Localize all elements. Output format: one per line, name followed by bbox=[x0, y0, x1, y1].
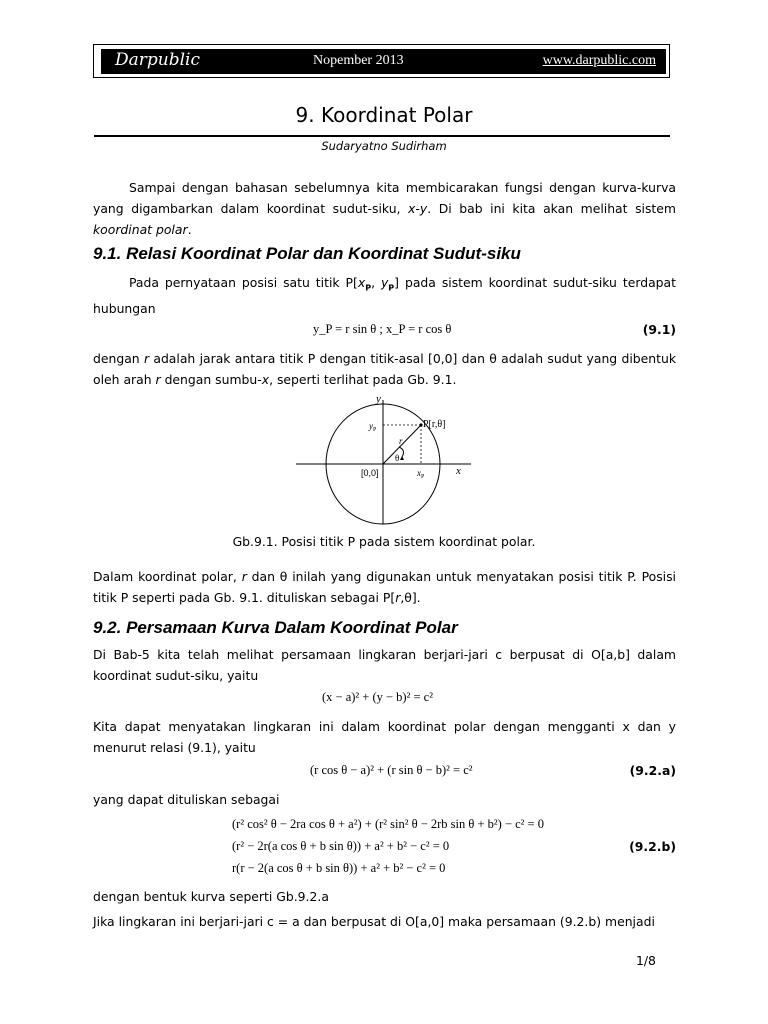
section-heading-9-2: 9.2. Persamaan Kurva Dalam Koordinat Polar bbox=[93, 618, 458, 637]
equation-9-2-b-line-2: (r² − 2r(a cos θ + b sin θ)) + a² + b² − c² = 0 bbox=[232, 839, 450, 853]
section2-paragraph-2: Kita dapat menyatakan lingkaran ini dalam koordinat polar dengan mengganti x dan y menurut relasi (9.1), yaitu bbox=[93, 719, 676, 755]
section2-paragraph-1: Di Bab-5 kita telah melihat persamaan lingkaran berjari-jari c berpusat di O[a,b] dalam koordinat sudut-siku, yaitu bbox=[93, 647, 676, 683]
equation-9-2-a: (r cos θ − a)² + (r sin θ − b)² = c² bbox=[310, 763, 473, 777]
figure-caption-9-1: Gb.9.1. Posisi titik P pada sistem koordinat polar. bbox=[232, 534, 536, 549]
equation-9-2-a-number: (9.2.a) bbox=[629, 763, 676, 778]
section2-paragraph-4: dengan bentuk kurva seperti Gb.9.2.a bbox=[93, 889, 329, 904]
intro-paragraph: Sampai dengan bahasan sebelumnya kita membicarakan fungsi dengan kurva-kurva yang digambarkan dalam koordinat sudut-siku, x-y. Di bab ini kita akan melihat sistem koordinat polar. bbox=[93, 180, 676, 237]
xp-label: $x_P$ bbox=[417, 468, 425, 480]
section1-paragraph-1: Pada pernyataan posisi satu titik $P[x_P$, $y_P$] pada sistem koordinat sudut-siku terdapat hubungan bbox=[93, 275, 676, 317]
equation-9-1 bbox=[313, 322, 451, 337]
section2-paragraph-5: Jika lingkaran ini berjari-jari c = a dan berpusat di O[a,0] maka persamaan (9.2.b) menjadi bbox=[93, 914, 655, 929]
title-rule bbox=[94, 135, 670, 137]
origin-label: [0,0] bbox=[361, 468, 379, 478]
section-heading-9-1: 9.1. Relasi Koordinat Polar dan Koordinat Sudut-siku bbox=[93, 244, 521, 263]
equation-circle: (x − a)² + (y − b)² = c² bbox=[322, 690, 433, 704]
yp-label: $y_P$ bbox=[369, 421, 377, 433]
header-bar bbox=[101, 49, 666, 74]
equation-9-1-text: y_P = r sin θ ; x_P = r cos θ bbox=[313, 322, 452, 336]
section1-paragraph-2: dengan r adalah jarak antara titik P dengan titik-asal [0,0] dan θ adalah sudut yang dibentuk oleh arah r dengan sumbu-x, seperti terlihat pada Gb. 9.1. bbox=[93, 351, 676, 387]
equation-9-2-b-line-3: r(r − 2(a cos θ + b sin θ)) + a² + b² − c² = 0 bbox=[232, 861, 446, 875]
x-axis-label: x bbox=[456, 465, 461, 477]
equation-9-2-b-number: (9.2.b) bbox=[629, 839, 676, 854]
page-title: 9. Koordinat Polar bbox=[295, 103, 473, 127]
section1-paragraph-3: Dalam koordinat polar, r dan θ inilah yang digunakan untuk menyatakan posisi titik P. Posisi titik P seperti pada Gb. 9.1. dituliskan sebagai P[r,θ]. bbox=[93, 569, 677, 605]
header-url-link[interactable]: www.darpublic.com bbox=[542, 53, 656, 68]
y-axis-label: y bbox=[376, 393, 381, 405]
r-label: r bbox=[399, 436, 403, 446]
point-label: P[r,θ] bbox=[423, 419, 446, 430]
author: Sudaryatno Sudirham bbox=[321, 139, 447, 153]
equation-9-1-number: (9.1) bbox=[642, 322, 676, 337]
equation-9-2-b-line-1: (r² cos² θ − 2ra cos θ + a²) + (r² sin² θ − 2rb sin θ + b²) − c² = 0 bbox=[232, 817, 544, 831]
page-number: 1/8 bbox=[636, 953, 656, 968]
brand-logo: Darpublic bbox=[115, 50, 200, 70]
theta-arrowhead bbox=[400, 456, 404, 460]
figure-9-1-polar-diagram bbox=[290, 390, 480, 526]
section2-paragraph-3: yang dapat dituliskan sebagai bbox=[93, 792, 280, 807]
header-date: Nopember 2013 bbox=[313, 53, 404, 68]
theta-arc bbox=[399, 447, 403, 457]
theta-label: θ bbox=[395, 453, 400, 463]
